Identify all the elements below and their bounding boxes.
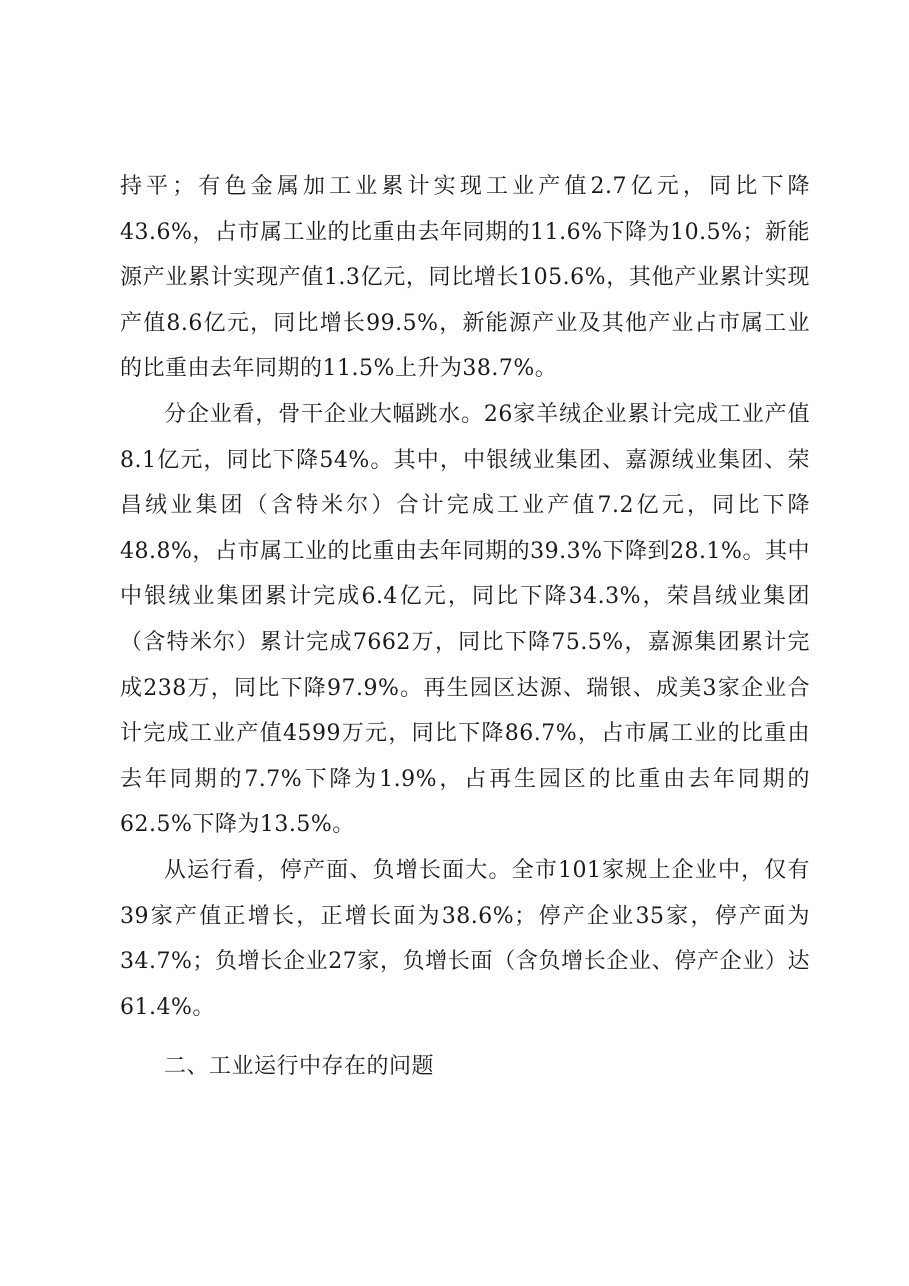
paragraph-enterprises: 分企业看，骨干企业大幅跳水。26家羊绒企业累计完成工业产值8.1亿元，同比下降54%。其中，中银绒业集团、嘉源绒业集团、荣昌绒业集团（含特米尔）合计完成工业产值7.2亿元，同比下降48.8%，占市属工业的比重由去年同期的39.3%下降到28.1%。其中中银绒业集团累计完成6.4亿元，同比下降34.3%，荣昌绒业集团（含特米尔）累计完成7662万，同比下降75.5%，嘉源集团累计完成238万，同比下降97.9%。再生园区达源、瑞银、成美3家企业合计完成工业产值4599万元，同比下降86.7%，占市属工业的比重由去年同期的7.7%下降为1.9%，占再生园区的比重由去年同期的62.5%下降为13.5%。 xyxy=(120,401,810,838)
paragraph-operation: 从运行看，停产面、负增长面大。全市101家规上企业中，仅有39家产值正增长，正增长面为38.6%；停产企业35家，停产面为34.7%；负增长企业27家，负增长面（含负增长企业、停产企业）达61.4%。 xyxy=(120,857,810,1020)
section-heading: 二、工业运行中存在的问题 xyxy=(164,1054,435,1080)
paragraph-continued: 持平；有色金属加工业累计实现工业产值2.7亿元，同比下降43.6%，占市属工业的比重由去年同期的11.6%下降为10.5%；新能源产业累计实现产值1.3亿元，同比增长105.6%，其他产业累计实现产值8.6亿元，同比增长99.5%，新能源产业及其他产业占市属工业的比重由去年同期的11.5%上升为38.7%。 xyxy=(120,174,810,382)
document-body xyxy=(120,164,810,1090)
